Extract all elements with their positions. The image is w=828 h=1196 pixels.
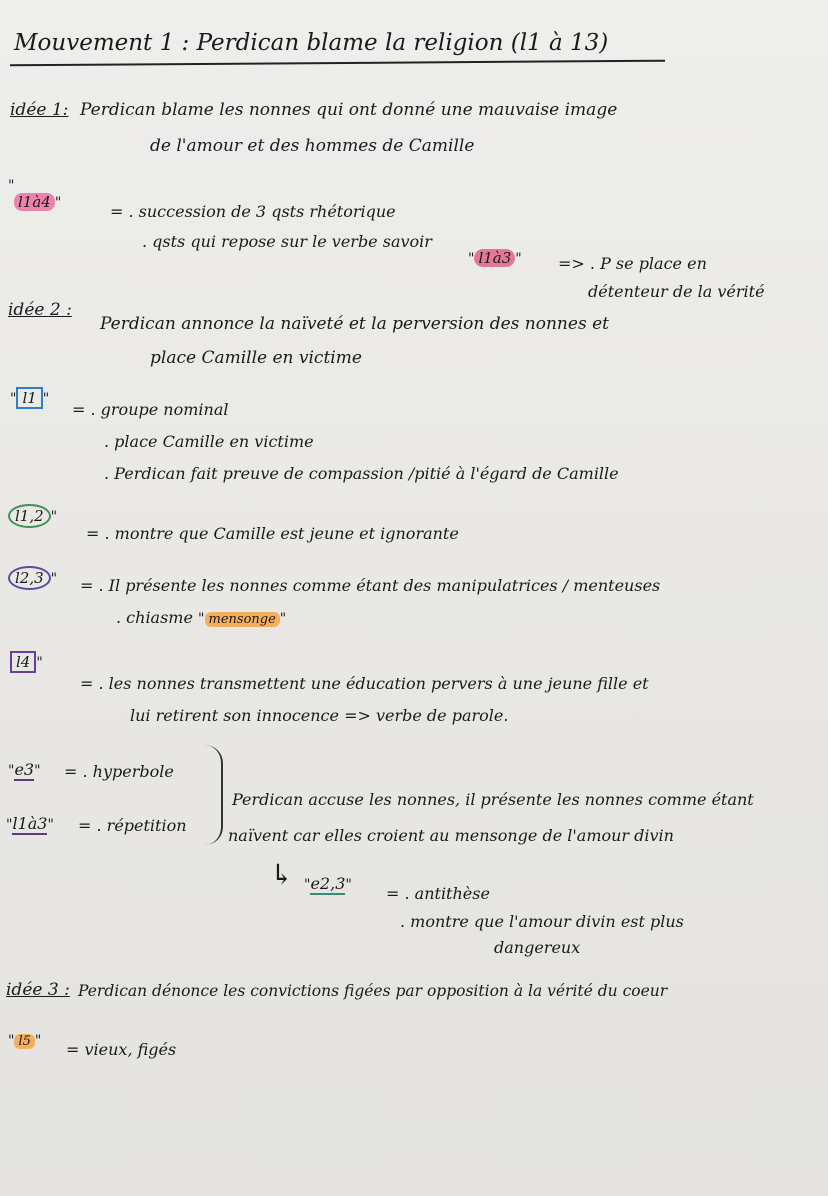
- l1a3-point: = . répetition: [78, 816, 187, 835]
- ref-l1a3: "l1à3": [6, 814, 54, 833]
- antithese-line-3: dangereux: [494, 938, 581, 957]
- idee-1-label: idée 1:: [10, 100, 69, 120]
- l23-point-2: . chiasme " mensonge ": [116, 608, 287, 627]
- idee-1-point-2: . qsts qui repose sur le verbe savoir: [142, 232, 432, 251]
- ref-l5: " l5 ": [8, 1033, 42, 1049]
- ref-l4-box: l4 ": [10, 652, 43, 671]
- l12-point: = . montre que Camille est jeune et ignorante: [86, 524, 459, 543]
- idee-1-result-line-1: => . P se place en: [558, 254, 707, 273]
- l4-line-2: lui retirent son innocence => verbe de parole.: [130, 706, 509, 725]
- idee-1-point-1: = . succession de 3 qsts rhétorique: [110, 202, 396, 221]
- ref-l1a4: l1à4 ": [14, 192, 61, 211]
- l1-point-1: = . groupe nominal: [72, 400, 229, 419]
- ref-l12-circle: l1,2 ": [8, 506, 57, 525]
- brace: [203, 745, 223, 845]
- brace-text-line-2: naïvent car elles croient au mensonge de l'amour divin: [228, 826, 674, 845]
- antithese-line-2: . montre que l'amour divin est plus: [400, 912, 684, 931]
- l23-point-1: = . Il présente les nonnes comme étant des manipulatrices / menteuses: [80, 576, 661, 595]
- ref-e23: "e2,3": [304, 874, 352, 893]
- ref-l23-circle: l2,3 ": [8, 568, 57, 587]
- e3-point: = . hyperbole: [64, 762, 174, 781]
- l5-point: = vieux, figés: [66, 1040, 177, 1059]
- l4-line-1: = . les nonnes transmettent une éducation pervers à une jeune fille et: [80, 674, 649, 693]
- idee-1-result-line-2: détenteur de la vérité: [588, 282, 765, 301]
- ref-e3: "e3": [8, 760, 41, 779]
- idee-1-text-line-2: de l'amour et des hommes de Camille: [150, 136, 475, 156]
- brace-text-line-1: Perdican accuse les nonnes, il présente les nonnes comme étant: [232, 790, 754, 809]
- idee-3-text: Perdican dénonce les convictions figées par opposition à la vérité du coeur: [78, 982, 668, 1000]
- mensonge-highlight: mensonge: [205, 612, 280, 627]
- idee-3-label: idée 3 :: [6, 980, 70, 1000]
- idee-2-label: idée 2 :: [8, 300, 72, 320]
- l1-point-3: . Perdican fait preuve de compassion /pitié à l'égard de Camille: [104, 464, 619, 483]
- turn-arrow-icon: ↳: [270, 858, 294, 891]
- idee-1-text-line-1: Perdican blame les nonnes qui ont donné une mauvaise image: [80, 100, 618, 120]
- idee-2-text-line-1: Perdican annonce la naïveté et la perversion des nonnes et: [100, 314, 609, 334]
- page-title: Mouvement 1 : Perdican blame la religion (l1 à 13): [14, 30, 609, 56]
- idee-2-text-line-2: place Camille en victime: [150, 348, 362, 368]
- antithese-line-1: = . antithèse: [386, 884, 490, 903]
- ref-l1-box: " l1 ": [10, 389, 50, 407]
- ref-l1a3-highlight: " l1à3 ": [468, 249, 522, 267]
- l1-point-2: . place Camille en victime: [104, 432, 314, 451]
